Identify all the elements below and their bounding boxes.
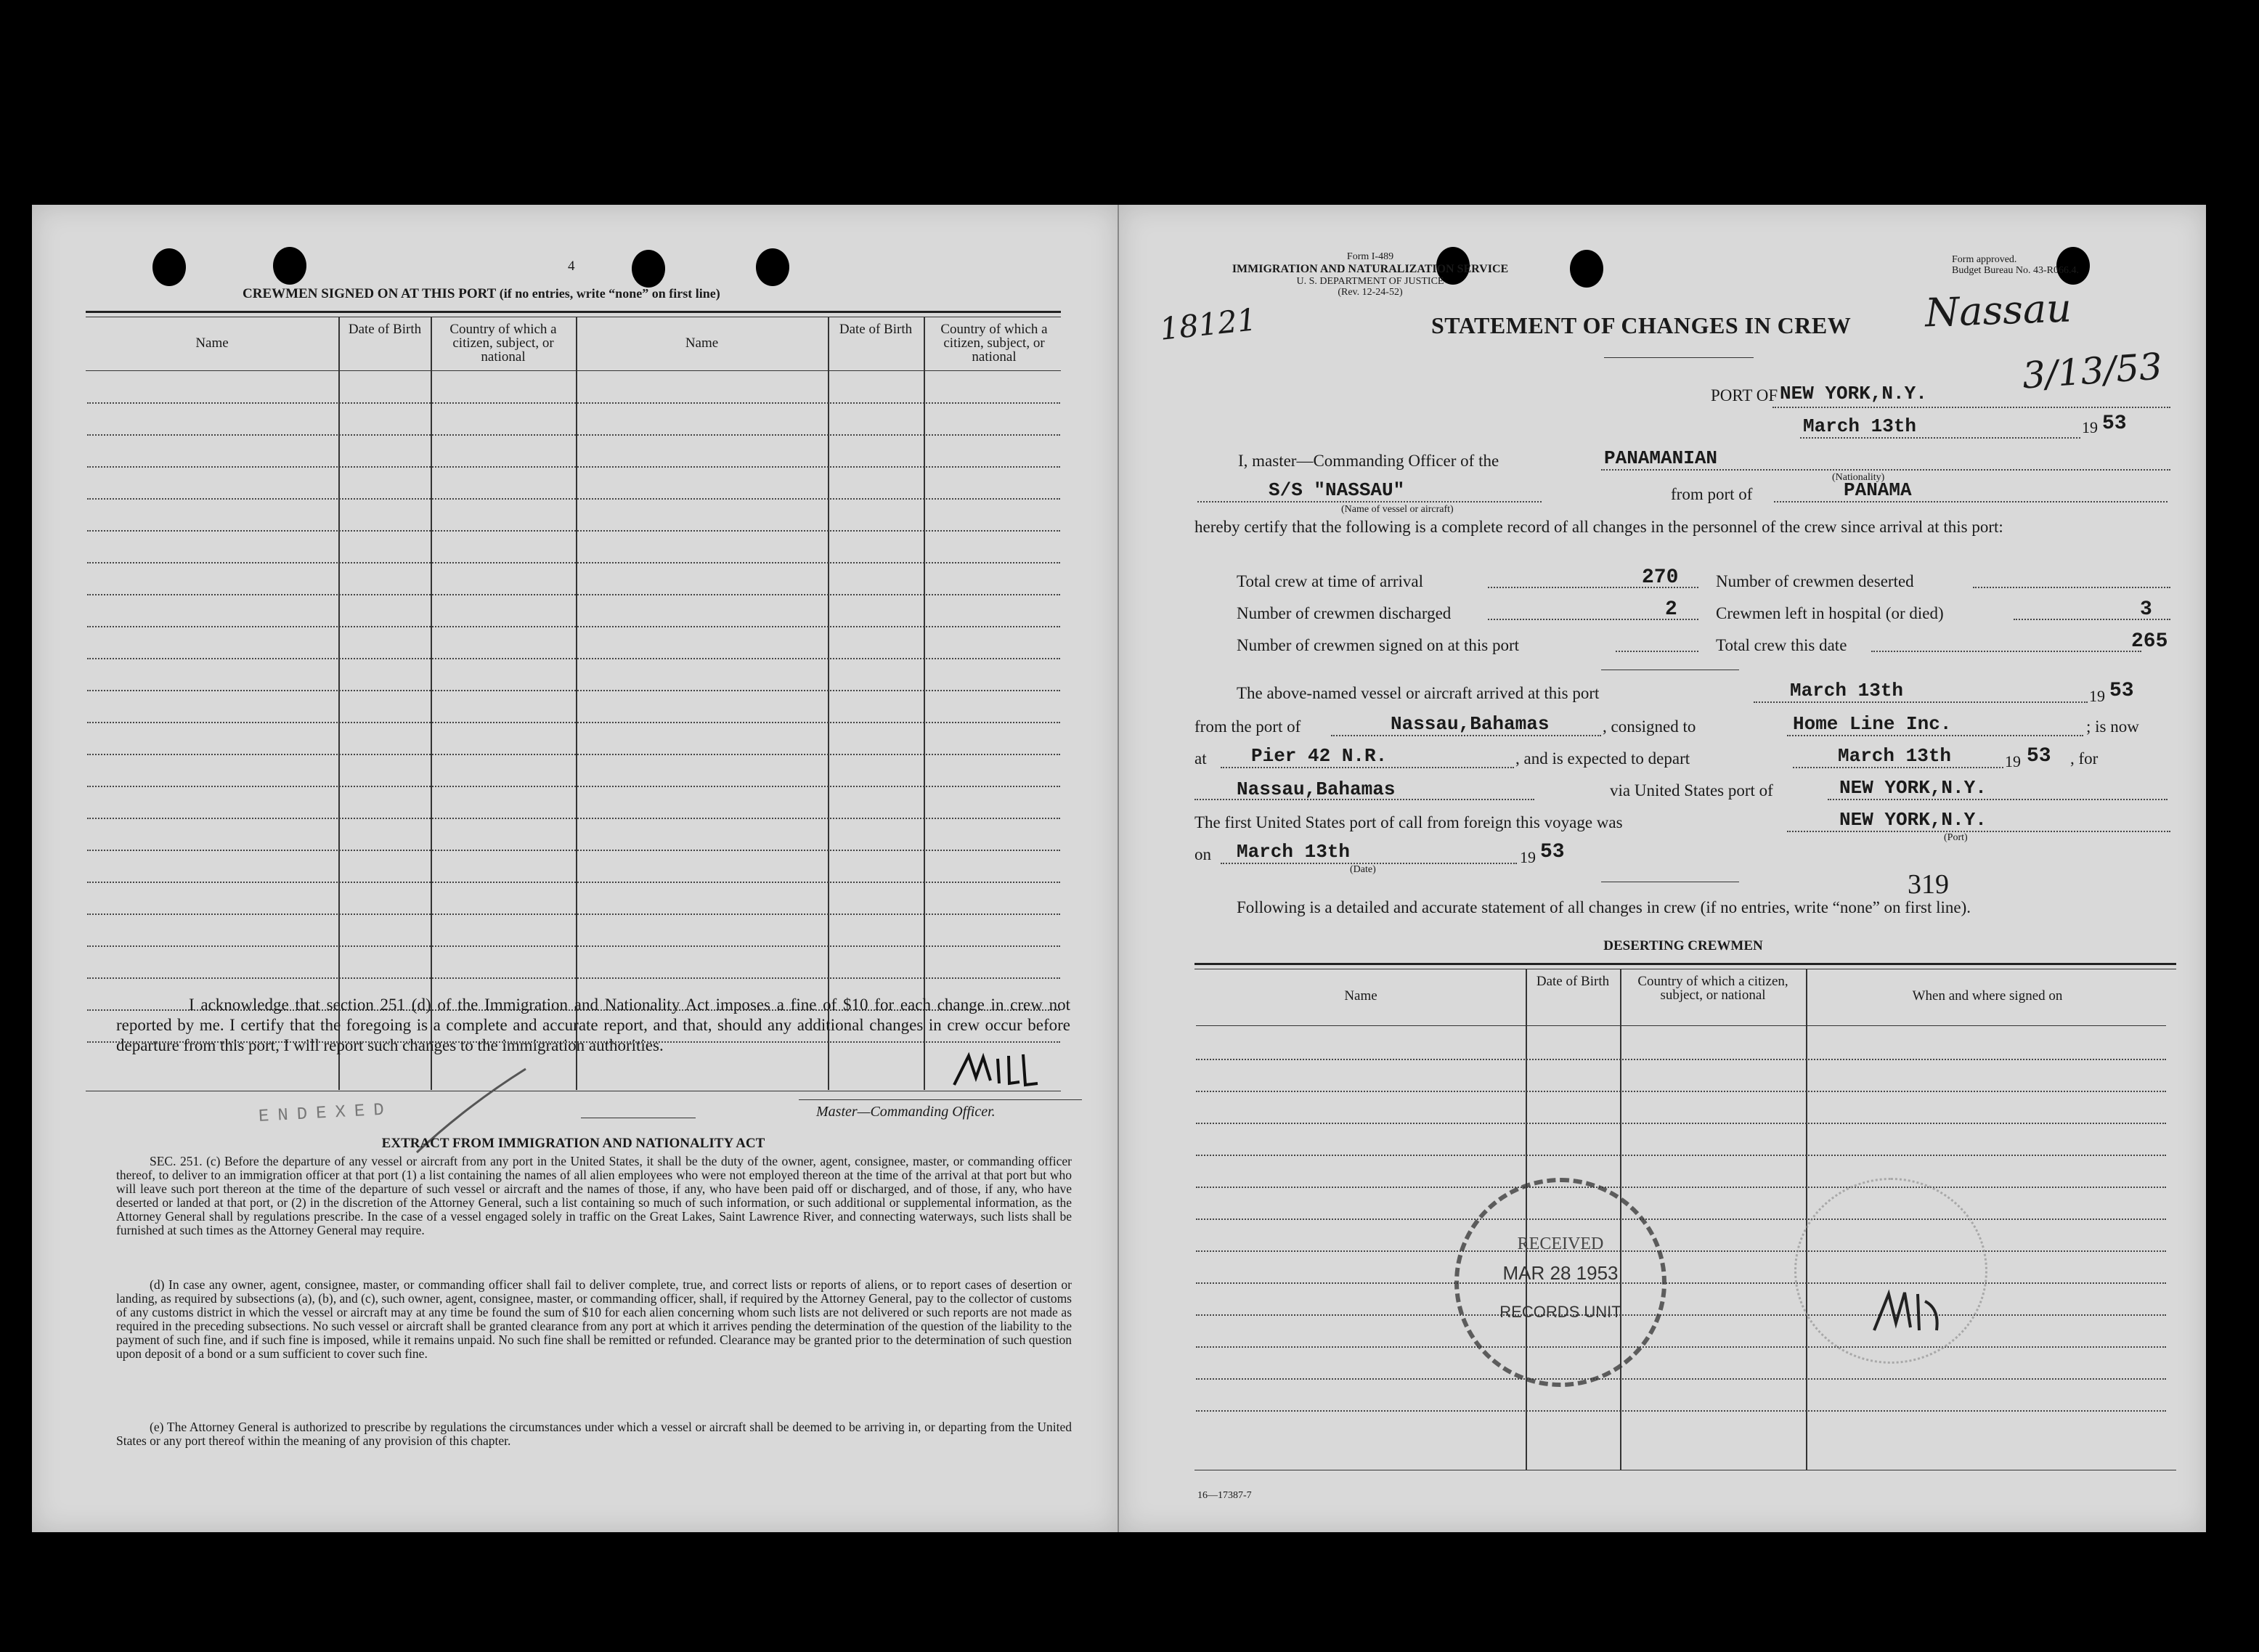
first-port-year-prefix: 19 — [1520, 848, 1536, 866]
sec-251-e: (e) The Attorney General is authorized to prescribe by regulations the circumstances under which a vessel or aircraft shall be deemed to be arriving in, or departing from the United States or any port thereof within the meaning of any provision of this chapter. — [116, 1420, 1072, 1448]
handwritten-vessel-name: Nassau — [1924, 285, 2072, 336]
nationality-label: (Nationality) — [1832, 472, 1885, 483]
sec-251-d: (d) In case any owner, agent, consignee, master, or commanding officer shall fail to deliver complete, true, and correct lists or reports of aliens, or to report cases of desertion or landing, as required by subsections (a), (b), and (c), such owner, agent, consignee, master, or commanding officer, shall, if required by the Attorney General, pay to the collector of customs of any customs district in which the vessel or aircraft may at any time be found the sum of $10 for each alien concerning whom such lists are not delivered or such reports are not made as required in the preceding subsections. No such vessel or aircraft shall be granted clearance from any port at which it arrives pending the determination of the question of the liability to the payment of such fine, and if such fine is imposed, while it remains unpaid. No such fine shall be remitted or refunded. Clearance may be granted prior to the determination of such question upon deposit of a bond or a sum sufficient to cover such fine. — [116, 1277, 1072, 1361]
destination-value: Nassau,Bahamas — [1237, 778, 1396, 800]
report-year: 53 — [2102, 412, 2127, 435]
acknowledgement-text: I acknowledge that section 251 (d) of the Immigration and Nationality Act imposes a fine of $10 for each change in crew not reported by me. I certify that the foregoing is a complete and accurate report, and that, should any additional changes in crew occur before departure from this port, I will report such changes to the immigration authorities. — [116, 996, 1070, 1054]
report-date: March 13th — [1803, 415, 1917, 437]
handwritten-file-number: 18121 — [1157, 301, 1258, 347]
depart-year: 53 — [2027, 745, 2051, 768]
first-port-date: March 13th — [1237, 841, 1351, 863]
punch-hole — [1570, 250, 1603, 288]
table-top-rule — [86, 311, 1061, 313]
received-stamp-date: MAR 28 1953 — [1502, 1262, 1619, 1284]
department-name: U. S. DEPARTMENT OF JUSTICE — [1296, 276, 1444, 287]
deserting-table-top — [1194, 963, 2176, 965]
from-port-label: from port of — [1671, 485, 1753, 503]
first-port-year: 53 — [1540, 841, 1565, 863]
arrived-year-prefix: 19 — [2089, 687, 2105, 705]
deserted-label: Number of crewmen deserted — [1716, 572, 1914, 590]
signed-on-label: Number of crewmen signed on at this port — [1237, 636, 1519, 654]
right-page — [1119, 205, 2206, 1532]
from-port-value: PANAMA — [1844, 479, 1912, 501]
deserting-header-dob: Date of Birth — [1536, 974, 1610, 989]
handwritten-date: 3/13/53 — [2021, 345, 2164, 397]
form-approved: Form approved. — [1952, 254, 2017, 265]
form-number: Form I-489 — [1346, 251, 1394, 262]
column-header-dob-2: Date of Birth — [839, 322, 913, 337]
total-date-value: 265 — [2131, 630, 2168, 653]
table-header-rule — [86, 370, 1061, 371]
first-port-value: NEW YORK,N.Y. — [1839, 809, 1987, 831]
first-port-label: The first United States port of call from foreign this voyage was — [1194, 813, 1623, 831]
hospital-label: Crewmen left in hospital (or died) — [1716, 604, 1944, 622]
total-date-label: Total crew this date — [1716, 636, 1847, 654]
arrived-date: March 13th — [1790, 680, 1904, 701]
report-year-prefix: 19 — [2082, 418, 2098, 436]
master-label: Master—Commanding Officer. — [816, 1104, 996, 1120]
discharged-label: Number of crewmen discharged — [1237, 604, 1452, 622]
budget-bureau: Budget Bureau No. 43-R066.4. — [1952, 265, 2079, 276]
master-of-the-label: I, master—Commanding Officer of the — [1238, 452, 1499, 470]
via-label: via United States port of — [1610, 781, 1773, 799]
left-page — [32, 205, 1119, 1532]
arrived-label: The above-named vessel or aircraft arrived at this port — [1237, 684, 1600, 702]
punch-hole — [756, 248, 789, 286]
punch-hole — [152, 248, 186, 286]
form-title: STATEMENT OF CHANGES IN CREW — [1431, 312, 1852, 338]
sec-251-c: SEC. 251. (c) Before the departure of any vessel or aircraft from any port in the United States, it shall be the duty of the owner, agent, consignee, master, or commanding officer thereof, to deliver to an immigration officer at that port (1) a list containing the names of all alien employees who were not employed thereon at the time of the arrival at that port but who will leave such port thereon at the time of the departure of such vessel or aircraft and the names of those, if any, who have been paid off or discharged, and of those, if any, who have deserted or landed at that port, or (2) in the discretion of the Attorney General, such a list containing so much of such information, or such additional or supplemental information, as the Attorney General shall by regulations prescribe. In the case of a vessel engaged solely in traffic on the Great Lakes, Saint Lawrence River, and connecting waterways, such lists shall be furnished at such times as the Attorney General may require. — [116, 1154, 1072, 1237]
on-label: on — [1194, 845, 1211, 863]
received-stamp-unit: RECORDS UNIT — [1499, 1303, 1621, 1321]
consigned-label: , consigned to — [1603, 717, 1696, 736]
at-label: at — [1194, 749, 1207, 768]
deserting-header-country: Country of which a citizen, subject, or national — [1637, 974, 1788, 1003]
depart-date: March 13th — [1838, 745, 1952, 767]
consigned-value: Home Line Inc. — [1793, 713, 1952, 735]
column-header-country: Country of which a citizen, subject, or national — [449, 322, 557, 365]
punch-hole — [632, 250, 665, 288]
revision-date: (Rev. 12-24-52) — [1338, 287, 1403, 298]
expected-label: , and is expected to depart — [1515, 749, 1690, 768]
column-header-name-2: Name — [685, 335, 719, 351]
total-arrival-value: 270 — [1642, 566, 1679, 589]
stamped-number: 319 — [1908, 869, 1949, 900]
page-number: 4 — [568, 259, 575, 274]
discharged-value: 2 — [1665, 598, 1677, 621]
port-of-value: NEW YORK,N.Y. — [1780, 383, 1927, 404]
deserting-header-name: Name — [1344, 988, 1377, 1004]
vessel-name-label: (Name of vessel or aircraft) — [1341, 504, 1454, 515]
nationality-value: PANAMANIAN — [1604, 447, 1718, 469]
arrived-year: 53 — [2109, 680, 2134, 702]
following-text: Following is a detailed and accurate statement of all changes in crew (if no entries, write “none” on first line). — [1237, 898, 1971, 916]
title-underline — [1604, 357, 1754, 358]
column-header-dob: Date of Birth — [348, 322, 422, 337]
port-of-label: PORT OF — [1711, 386, 1778, 404]
print-code: 16—17387-7 — [1197, 1490, 1252, 1501]
hospital-value: 3 — [2140, 598, 2152, 621]
punch-hole — [273, 247, 306, 285]
total-arrival-label: Total crew at time of arrival — [1237, 572, 1424, 590]
depart-year-prefix: 19 — [2005, 752, 2021, 770]
from-the-port-value: Nassau,Bahamas — [1391, 713, 1550, 735]
via-value: NEW YORK,N.Y. — [1839, 777, 1987, 799]
date-label: (Date) — [1350, 864, 1376, 875]
for-label: , for — [2070, 749, 2099, 768]
certify-text: hereby certify that the following is a complete record of all changes in the personnel of the crew since arrival at this port: — [1194, 518, 2003, 536]
column-header-country-2: Country of which a citizen, subject, or national — [940, 322, 1048, 365]
column-header-name: Name — [195, 335, 229, 351]
indexed-stamp: ENDEXED — [258, 1100, 394, 1127]
agency-name: IMMIGRATION AND NATURALIZATION SERVICE — [1232, 263, 1509, 275]
port-label: (Port) — [1944, 832, 1968, 843]
master-signature — [940, 1049, 1056, 1099]
vessel-name: S/S "NASSAU" — [1269, 479, 1405, 501]
signature-line — [799, 1099, 1082, 1100]
pier-value: Pier 42 N.R. — [1251, 745, 1388, 767]
crew-signed-title: CREWMEN SIGNED ON AT THIS PORT (if no entries, write “none” on first line) — [243, 286, 720, 301]
is-now-label: ; is now — [2086, 717, 2139, 736]
stamp-signature — [1867, 1279, 1947, 1345]
deserting-header-signed-on: When and where signed on — [1912, 988, 2063, 1004]
received-stamp-text: RECEIVED — [1517, 1234, 1604, 1253]
extract-title: EXTRACT FROM IMMIGRATION AND NATIONALITY ACT — [381, 1136, 765, 1151]
from-the-port-label: from the port of — [1194, 717, 1301, 736]
deserting-title: DESERTING CREWMEN — [1603, 938, 1763, 953]
